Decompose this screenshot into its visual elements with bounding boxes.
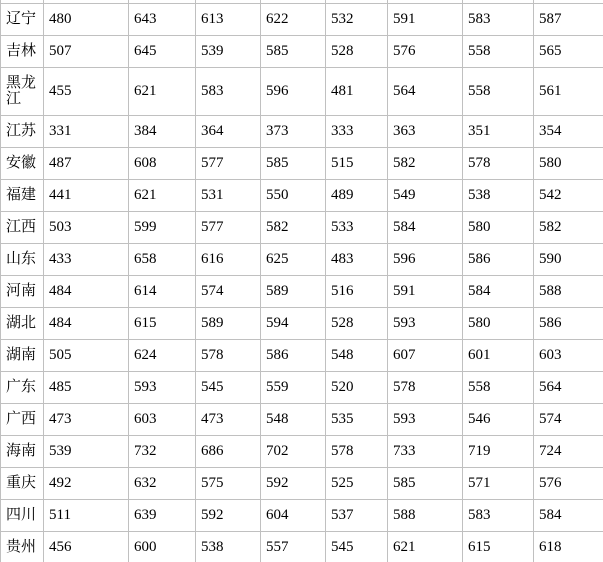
score-cell: 686	[196, 436, 261, 468]
province-cell: 江西	[1, 212, 44, 244]
table-row	[1, 436, 603, 468]
score-cell: 594	[261, 308, 326, 340]
score-cell: 542	[534, 180, 603, 212]
score-cell: 578	[388, 372, 463, 404]
score-cell: 489	[326, 180, 388, 212]
score-cell: 505	[44, 340, 129, 372]
province-cell: 安徽	[1, 148, 44, 180]
score-cell: 516	[326, 276, 388, 308]
score-cell: 589	[196, 308, 261, 340]
table-row	[1, 212, 603, 244]
score-cell: 549	[388, 180, 463, 212]
score-cell: 580	[463, 212, 534, 244]
score-cell: 596	[388, 244, 463, 276]
province-cell: 重庆	[1, 468, 44, 500]
province-cell: 广西	[1, 404, 44, 436]
score-cell: 441	[44, 180, 129, 212]
score-cell: 586	[534, 308, 603, 340]
score-cell: 615	[129, 308, 196, 340]
score-cell: 618	[534, 532, 603, 562]
score-cell: 621	[129, 68, 196, 116]
score-cell: 363	[388, 116, 463, 148]
score-cell: 593	[388, 404, 463, 436]
score-cell: 539	[44, 436, 129, 468]
score-cell: 538	[463, 180, 534, 212]
province-cell: 湖北	[1, 308, 44, 340]
score-cell: 593	[129, 372, 196, 404]
score-cell: 724	[534, 436, 603, 468]
score-cell: 565	[534, 36, 603, 68]
score-cell: 593	[388, 308, 463, 340]
score-cell: 591	[388, 4, 463, 36]
score-cell: 589	[261, 276, 326, 308]
score-cell: 599	[129, 212, 196, 244]
province-cell: 辽宁	[1, 4, 44, 36]
score-cell: 719	[463, 436, 534, 468]
score-cell: 658	[129, 244, 196, 276]
score-cell: 607	[388, 340, 463, 372]
score-cell: 456	[44, 532, 129, 562]
score-cell: 622	[261, 4, 326, 36]
score-cell: 583	[463, 500, 534, 532]
score-cell: 520	[326, 372, 388, 404]
score-cell: 577	[196, 148, 261, 180]
province-cell: 福建	[1, 180, 44, 212]
score-cell: 574	[534, 404, 603, 436]
score-cell: 582	[534, 212, 603, 244]
score-cell: 577	[196, 212, 261, 244]
score-cell: 564	[388, 68, 463, 116]
score-cell: 583	[463, 4, 534, 36]
score-cell: 601	[463, 340, 534, 372]
table-row	[1, 532, 603, 562]
table-row	[1, 180, 603, 212]
score-cell: 539	[196, 36, 261, 68]
score-cell: 603	[129, 404, 196, 436]
score-cell: 558	[463, 36, 534, 68]
table-row	[1, 372, 603, 404]
score-cell: 533	[326, 212, 388, 244]
score-cell: 525	[326, 468, 388, 500]
score-cell: 584	[463, 276, 534, 308]
score-cell: 485	[44, 372, 129, 404]
score-cell: 484	[44, 276, 129, 308]
score-cell: 333	[326, 116, 388, 148]
score-cell: 584	[534, 500, 603, 532]
score-cell: 604	[261, 500, 326, 532]
province-cell: 湖南	[1, 340, 44, 372]
score-cell: 592	[196, 500, 261, 532]
province-cell: 贵州	[1, 532, 44, 562]
score-cell: 492	[44, 468, 129, 500]
score-cell: 545	[326, 532, 388, 562]
score-cell: 571	[463, 468, 534, 500]
score-cell: 537	[326, 500, 388, 532]
score-cell: 528	[326, 308, 388, 340]
score-cell: 558	[463, 68, 534, 116]
score-cell: 507	[44, 36, 129, 68]
score-cell: 576	[388, 36, 463, 68]
table-row	[1, 468, 603, 500]
score-cell: 473	[196, 404, 261, 436]
score-cell: 588	[388, 500, 463, 532]
score-cell: 487	[44, 148, 129, 180]
table-row	[1, 4, 603, 36]
score-cell: 584	[388, 212, 463, 244]
score-cell: 588	[534, 276, 603, 308]
score-cell: 559	[261, 372, 326, 404]
score-cell: 578	[463, 148, 534, 180]
score-cell: 545	[196, 372, 261, 404]
province-cell: 江苏	[1, 116, 44, 148]
score-cell: 548	[261, 404, 326, 436]
score-cell: 354	[534, 116, 603, 148]
score-cell: 625	[261, 244, 326, 276]
province-cell: 海南	[1, 436, 44, 468]
score-cell: 515	[326, 148, 388, 180]
score-cell: 621	[129, 180, 196, 212]
score-cell: 582	[388, 148, 463, 180]
table-row	[1, 148, 603, 180]
score-cell: 373	[261, 116, 326, 148]
score-cell: 632	[129, 468, 196, 500]
score-cell: 578	[196, 340, 261, 372]
score-cell: 574	[196, 276, 261, 308]
score-cell: 585	[261, 148, 326, 180]
scores-table-body	[1, 0, 603, 562]
score-cell: 576	[534, 468, 603, 500]
score-cell: 578	[326, 436, 388, 468]
score-cell: 585	[261, 36, 326, 68]
score-cell: 613	[196, 4, 261, 36]
score-cell: 624	[129, 340, 196, 372]
score-cell: 483	[326, 244, 388, 276]
score-cell: 564	[534, 372, 603, 404]
table-row	[1, 308, 603, 340]
score-cell: 732	[129, 436, 196, 468]
score-cell: 528	[326, 36, 388, 68]
score-cell: 364	[196, 116, 261, 148]
table-row	[1, 116, 603, 148]
score-cell: 645	[129, 36, 196, 68]
score-cell: 733	[388, 436, 463, 468]
score-cell: 582	[261, 212, 326, 244]
score-cell: 484	[44, 308, 129, 340]
province-cell: 四川	[1, 500, 44, 532]
score-cell: 590	[534, 244, 603, 276]
table-row	[1, 276, 603, 308]
score-cell: 643	[129, 4, 196, 36]
score-cell: 583	[196, 68, 261, 116]
table-row	[1, 500, 603, 532]
score-cell: 481	[326, 68, 388, 116]
table-row	[1, 36, 603, 68]
score-cell: 531	[196, 180, 261, 212]
province-cell: 吉林	[1, 36, 44, 68]
score-cell: 639	[129, 500, 196, 532]
score-cell: 575	[196, 468, 261, 500]
score-cell: 548	[326, 340, 388, 372]
score-cell: 586	[261, 340, 326, 372]
province-cell: 河南	[1, 276, 44, 308]
score-cell: 614	[129, 276, 196, 308]
score-cell: 561	[534, 68, 603, 116]
score-cell: 557	[261, 532, 326, 562]
score-cell: 331	[44, 116, 129, 148]
table-row	[1, 244, 603, 276]
score-cell: 558	[463, 372, 534, 404]
score-cell: 621	[388, 532, 463, 562]
score-cell: 608	[129, 148, 196, 180]
score-cell: 538	[196, 532, 261, 562]
score-cell: 433	[44, 244, 129, 276]
province-cell: 广东	[1, 372, 44, 404]
score-cell: 587	[534, 4, 603, 36]
table-row	[1, 68, 603, 116]
score-cell: 616	[196, 244, 261, 276]
score-cell: 596	[261, 68, 326, 116]
score-cell: 600	[129, 532, 196, 562]
score-cell: 591	[388, 276, 463, 308]
score-cell: 532	[326, 4, 388, 36]
score-cell: 503	[44, 212, 129, 244]
score-cell: 585	[388, 468, 463, 500]
table-row	[1, 404, 603, 436]
score-cell: 351	[463, 116, 534, 148]
score-cell: 511	[44, 500, 129, 532]
score-cell: 546	[463, 404, 534, 436]
score-cell: 580	[463, 308, 534, 340]
score-cell: 592	[261, 468, 326, 500]
score-cell: 473	[44, 404, 129, 436]
score-cell: 702	[261, 436, 326, 468]
province-cell: 黑龙江	[1, 68, 44, 116]
score-cell: 603	[534, 340, 603, 372]
table-row	[1, 340, 603, 372]
score-cell: 586	[463, 244, 534, 276]
score-cell: 535	[326, 404, 388, 436]
score-cell: 455	[44, 68, 129, 116]
score-cell: 550	[261, 180, 326, 212]
score-cell: 480	[44, 4, 129, 36]
province-cell: 山东	[1, 244, 44, 276]
score-cell: 384	[129, 116, 196, 148]
score-cell: 580	[534, 148, 603, 180]
score-cell: 615	[463, 532, 534, 562]
